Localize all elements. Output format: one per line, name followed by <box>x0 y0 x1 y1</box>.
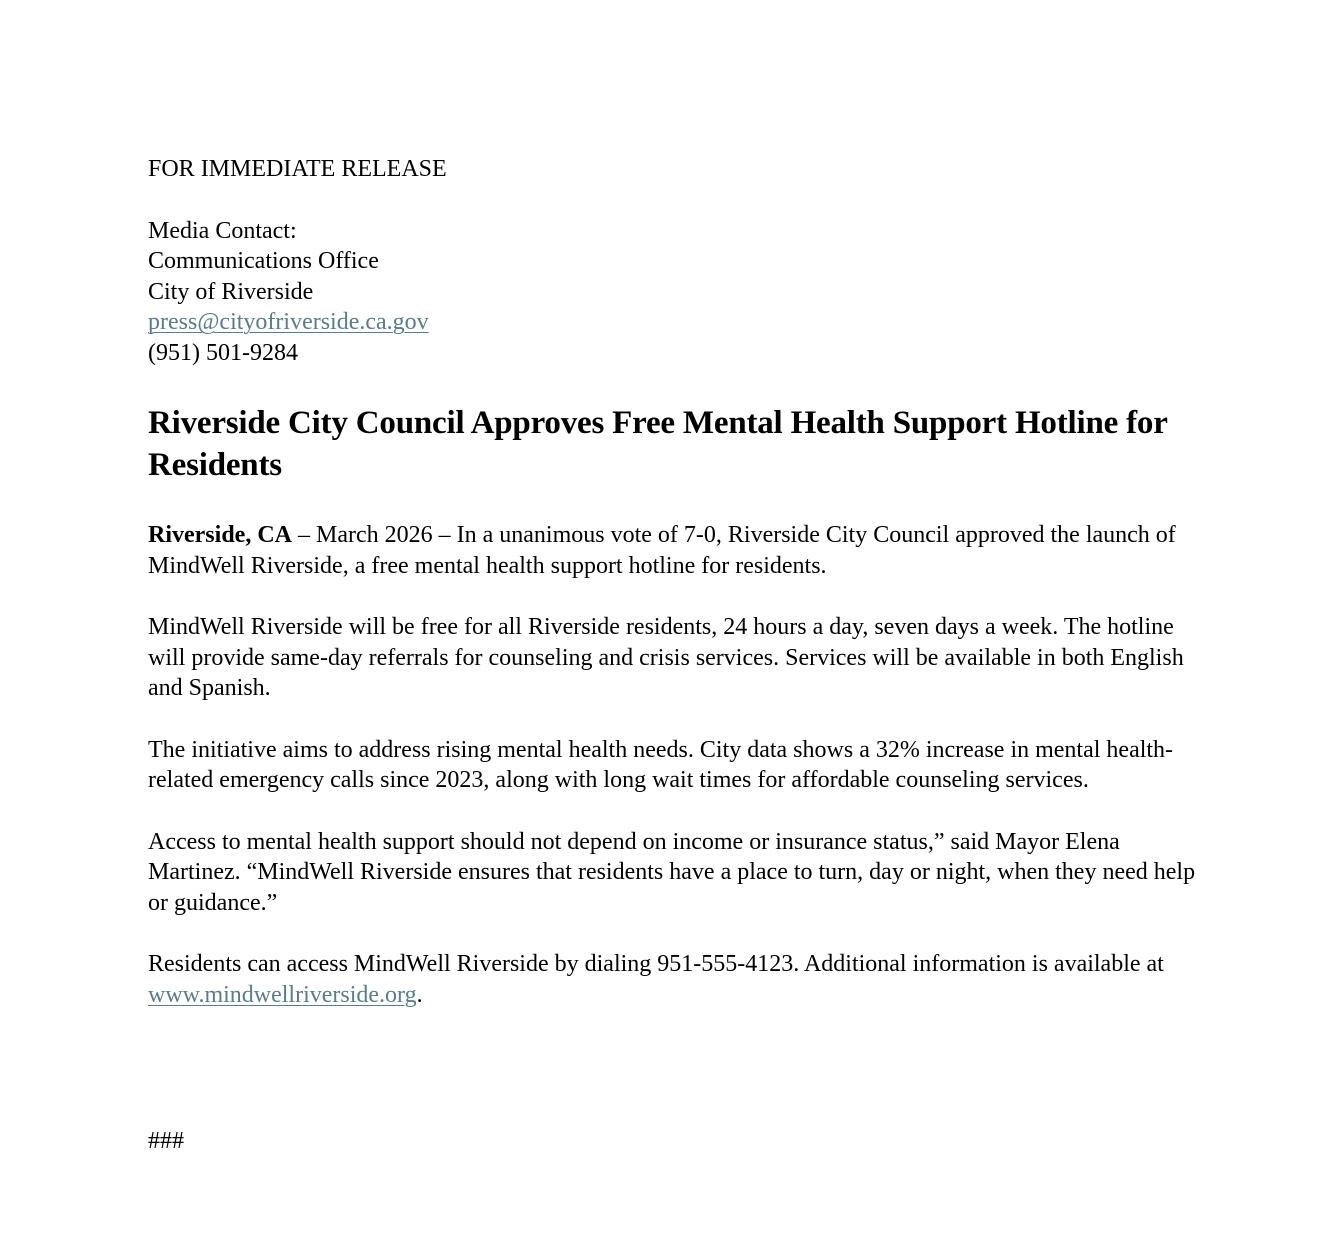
paragraph-service-details: MindWell Riverside will be free for all Riverside residents, 24 hours a day, seven days a week. The hotline will provide same-day referrals for counseling and crisis services. Services will be available in both English and Spanish. <box>148 614 1184 701</box>
end-mark: ### <box>148 1128 184 1154</box>
media-contact-block <box>148 216 1208 369</box>
paragraph-mayor-quote: Access to mental health support should not depend on income or insurance status,” said Mayor Elena Martinez. “MindWell Riverside ensures that residents have a place to turn, day or night, when they need help or guidance.” <box>148 828 1196 916</box>
press-release <box>148 154 1208 1041</box>
release-label: FOR IMMEDIATE RELEASE <box>148 156 447 182</box>
paragraph-access-info <box>148 949 1208 1010</box>
dateline: Riverside, CA <box>148 522 292 548</box>
paragraph-intro <box>148 520 1208 581</box>
access-text: Residents can access MindWell Riverside by dialing 951-555-4123. Additional information is available at <box>148 951 1164 977</box>
contact-heading: Media Contact: <box>148 217 297 244</box>
contact-organization: City of Riverside <box>148 278 314 305</box>
headline: Riverside City Council Approves Free Mental Health Support Hotline for Residents <box>148 405 1168 483</box>
contact-email-link[interactable]: press@cityofriverside.ca.gov <box>148 309 429 335</box>
paragraph-initiative: The initiative aims to address rising mental health needs. City data shows a 32% increase in mental health-related emergency calls since 2023, along with long wait times for affordable counseling services. <box>148 736 1174 793</box>
contact-phone: (951) 501-9284 <box>148 339 298 366</box>
website-link[interactable]: www.mindwellriverside.org <box>148 981 417 1008</box>
contact-office: Communications Office <box>148 248 379 274</box>
access-end: . <box>416 981 423 1008</box>
intro-text: – March 2026 – In a unanimous vote of 7-0, Riverside City Council approved the launch of MindWell Riverside, a free mental health support hotline for residents. <box>148 522 1176 579</box>
